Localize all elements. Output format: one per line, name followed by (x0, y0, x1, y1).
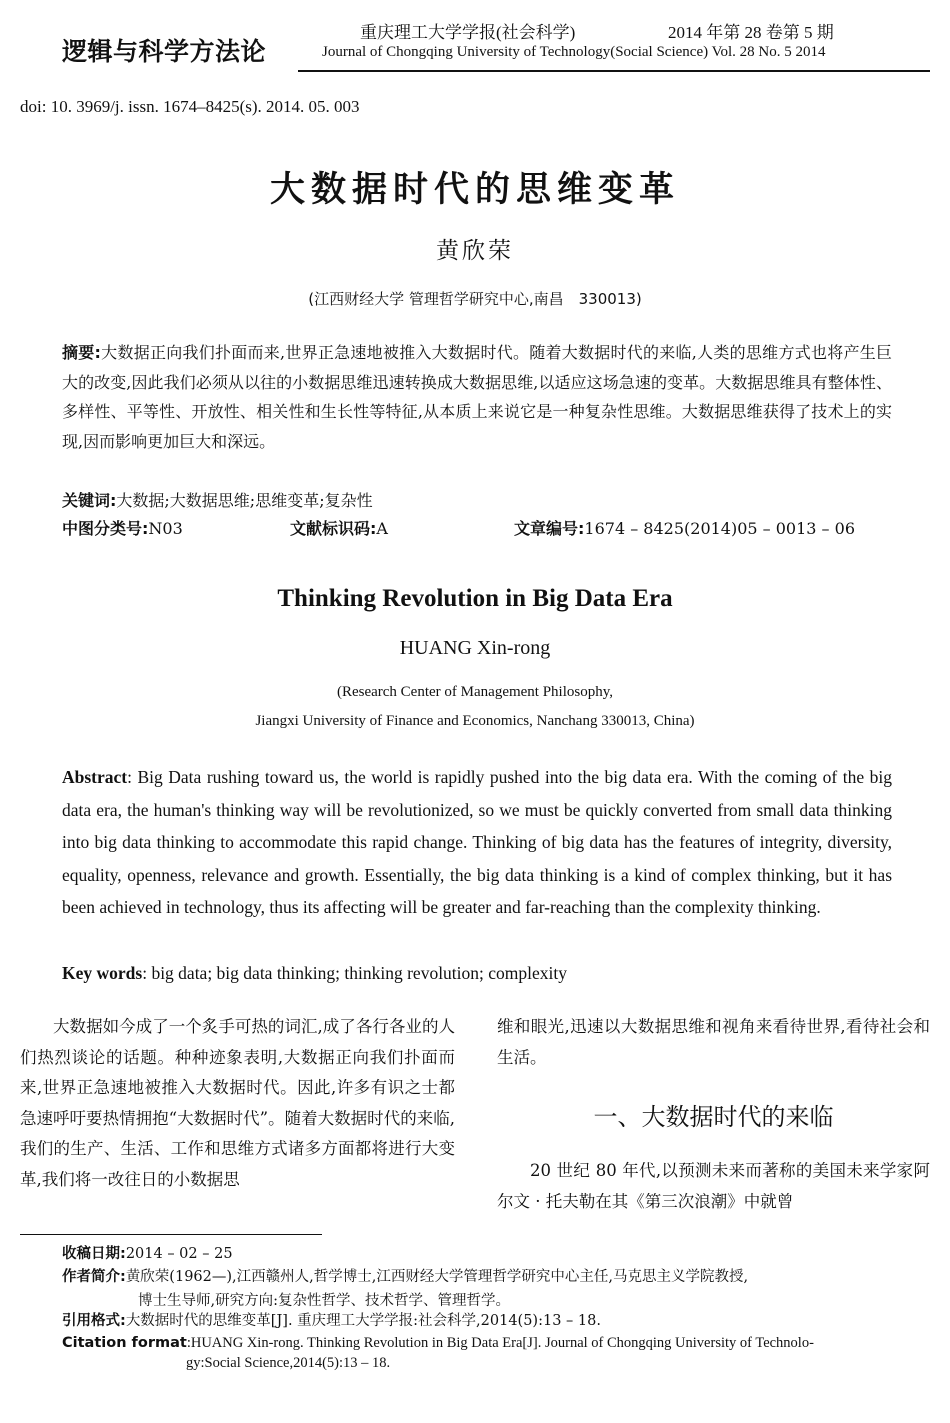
keywords-en-label: Key words (62, 963, 143, 983)
article-number (514, 516, 855, 539)
keywords-cn-label: 关键词: (62, 491, 117, 510)
article-no-value: 1674 – 8425(2014)05 – 0013 – 06 (584, 519, 855, 538)
citation-en-label: Citation format (62, 1335, 187, 1351)
citation-en-value: :HUANG Xin-rong. Thinking Revolution in Big Data Era[J]. Journal of Chongqing University of Technolo- (186, 1335, 814, 1351)
journal-name-cn: 重庆理工大学学报(社会科学) (360, 23, 576, 42)
keywords-en (62, 957, 892, 989)
section-heading: 一、大数据时代的来临 (593, 1103, 834, 1131)
citation-cn-value: 大数据时代的思维变革[J]. 重庆理工大学学报:社会科学,2014(5):13 – 18. (125, 1313, 601, 1329)
classification-line (62, 516, 892, 544)
keywords-cn (62, 486, 892, 516)
footnote-author (62, 1267, 932, 1287)
author-cn: 黄欣荣 (436, 238, 514, 264)
title-cn: 大数据时代的思维变革 (269, 169, 680, 210)
footnote-citation-en-continued: gy:Social Science,2014(5):13 – 18. (186, 1355, 391, 1371)
column-label: 逻辑与科学方法论 (62, 37, 267, 66)
document-code (290, 516, 388, 539)
received-label: 收稿日期: (62, 1246, 126, 1262)
header-rule (298, 70, 930, 72)
keywords-cn-text: 大数据;大数据思维;思维变革;复杂性 (116, 491, 373, 510)
received-value: 2014 – 02 – 25 (125, 1246, 233, 1262)
body-right-paragraph-1: 维和眼光,迅速以大数据思维和视角来看待世界,看待社会和生活。 (497, 1017, 930, 1067)
footnote-citation-en (62, 1333, 932, 1353)
keywords-en-text: : big data; big data thinking; thinking revolution; complexity (142, 963, 568, 983)
clc-value: N03 (148, 519, 183, 538)
body-right-paragraph-2: 20 世纪 80 年代,以预测未来而著称的美国未来学家阿尔文 · 托夫勒在其《第三次浪潮》中就曾 (497, 1161, 930, 1211)
footnote-rule (20, 1234, 322, 1235)
abstract-en-text: : Big Data rushing toward us, the world is rapidly pushed into the big data era. With the coming of the big data era, the human's thinking way will be revolutionized, so we must be quickly converted from small data thinking into big data thinking to accommodate this rapid change. Thinking of big data has the features of integrity, diversity, equality, openness, relevance and growth. Essentially, the big data thinking is a kind of complex thinking, but it has been achieved in technology, thus its affecting will be greater and far-reaching than the complexity thinking. (62, 767, 892, 917)
footnote-citation-cn (62, 1311, 932, 1331)
clc-number (62, 516, 183, 539)
footnote-author-continued: 博士生导师,研究方向:复杂性哲学、技术哲学、管理哲学。 (138, 1293, 510, 1309)
affiliation-cn: (江西财经大学 管理哲学研究中心,南昌 330013) (308, 290, 642, 308)
citation-cn-label: 引用格式: (62, 1313, 126, 1329)
abstract-cn-text: 大数据正向我们扑面而来,世界正急速地被推入大数据时代。随着大数据时代的来临,人类的思维方式也将产生巨大的改变,因此我们必须从以往的小数据思维迅速转换成大数据思维,以适应这场急速的变革。大数据思维具有整体性、多样性、平等性、开放性、相关性和生长性等特征,从本质上来说它是一种复杂性思维。大数据思维获得了技术上的实现,因而影响更加巨大和深远。 (62, 343, 892, 451)
abstract-cn (62, 338, 892, 456)
abstract-en-label: Abstract (62, 767, 128, 787)
author-en: HUANG Xin-rong (399, 637, 551, 659)
title-en: Thinking Revolution in Big Data Era (277, 585, 673, 612)
doc-code-label: 文献标识码: (290, 519, 377, 538)
abstract-cn-label: 摘要: (62, 343, 101, 362)
journal-name-en: Journal of Chongqing University of Technology(Social Science) Vol. 28 No. 5 2014 (322, 44, 826, 60)
affiliation-en-line-1: (Research Center of Management Philosophy, (336, 684, 614, 700)
author-bio-label: 作者简介: (62, 1269, 126, 1285)
body-left-paragraph: 大数据如今成了一个炙手可热的词汇,成了各行各业的人们热烈谈论的话题。种种迹象表明,大数据正向我们扑面而来,世界正急速地被推入大数据时代。因此,许多有识之士都急速呼吁要热情拥抱“大数据时代”。随着大数据时代的来临,我们的生产、生活、工作和思维方式诸多方面都将进行大变革,我们将一改往日的小数据思 (20, 1017, 455, 1189)
abstract-en (62, 761, 892, 924)
journal-issue-cn: 2014 年第 28 卷第 5 期 (668, 23, 834, 42)
footnote-received (62, 1244, 932, 1264)
doc-code-value: A (376, 519, 388, 538)
article-no-label: 文章编号: (514, 519, 585, 538)
author-bio-value: 黄欣荣(1962—),江西赣州人,哲学博士,江西财经大学管理哲学研究中心主任,马克思主义学院教授, (125, 1269, 749, 1285)
doi[interactable]: doi: 10. 3969/j. issn. 1674–8425(s). 2014. 05. 003 (20, 97, 360, 116)
affiliation-en-line-2: Jiangxi University of Finance and Economics, Nanchang 330013, China) (255, 713, 695, 729)
clc-label: 中图分类号: (62, 519, 149, 538)
